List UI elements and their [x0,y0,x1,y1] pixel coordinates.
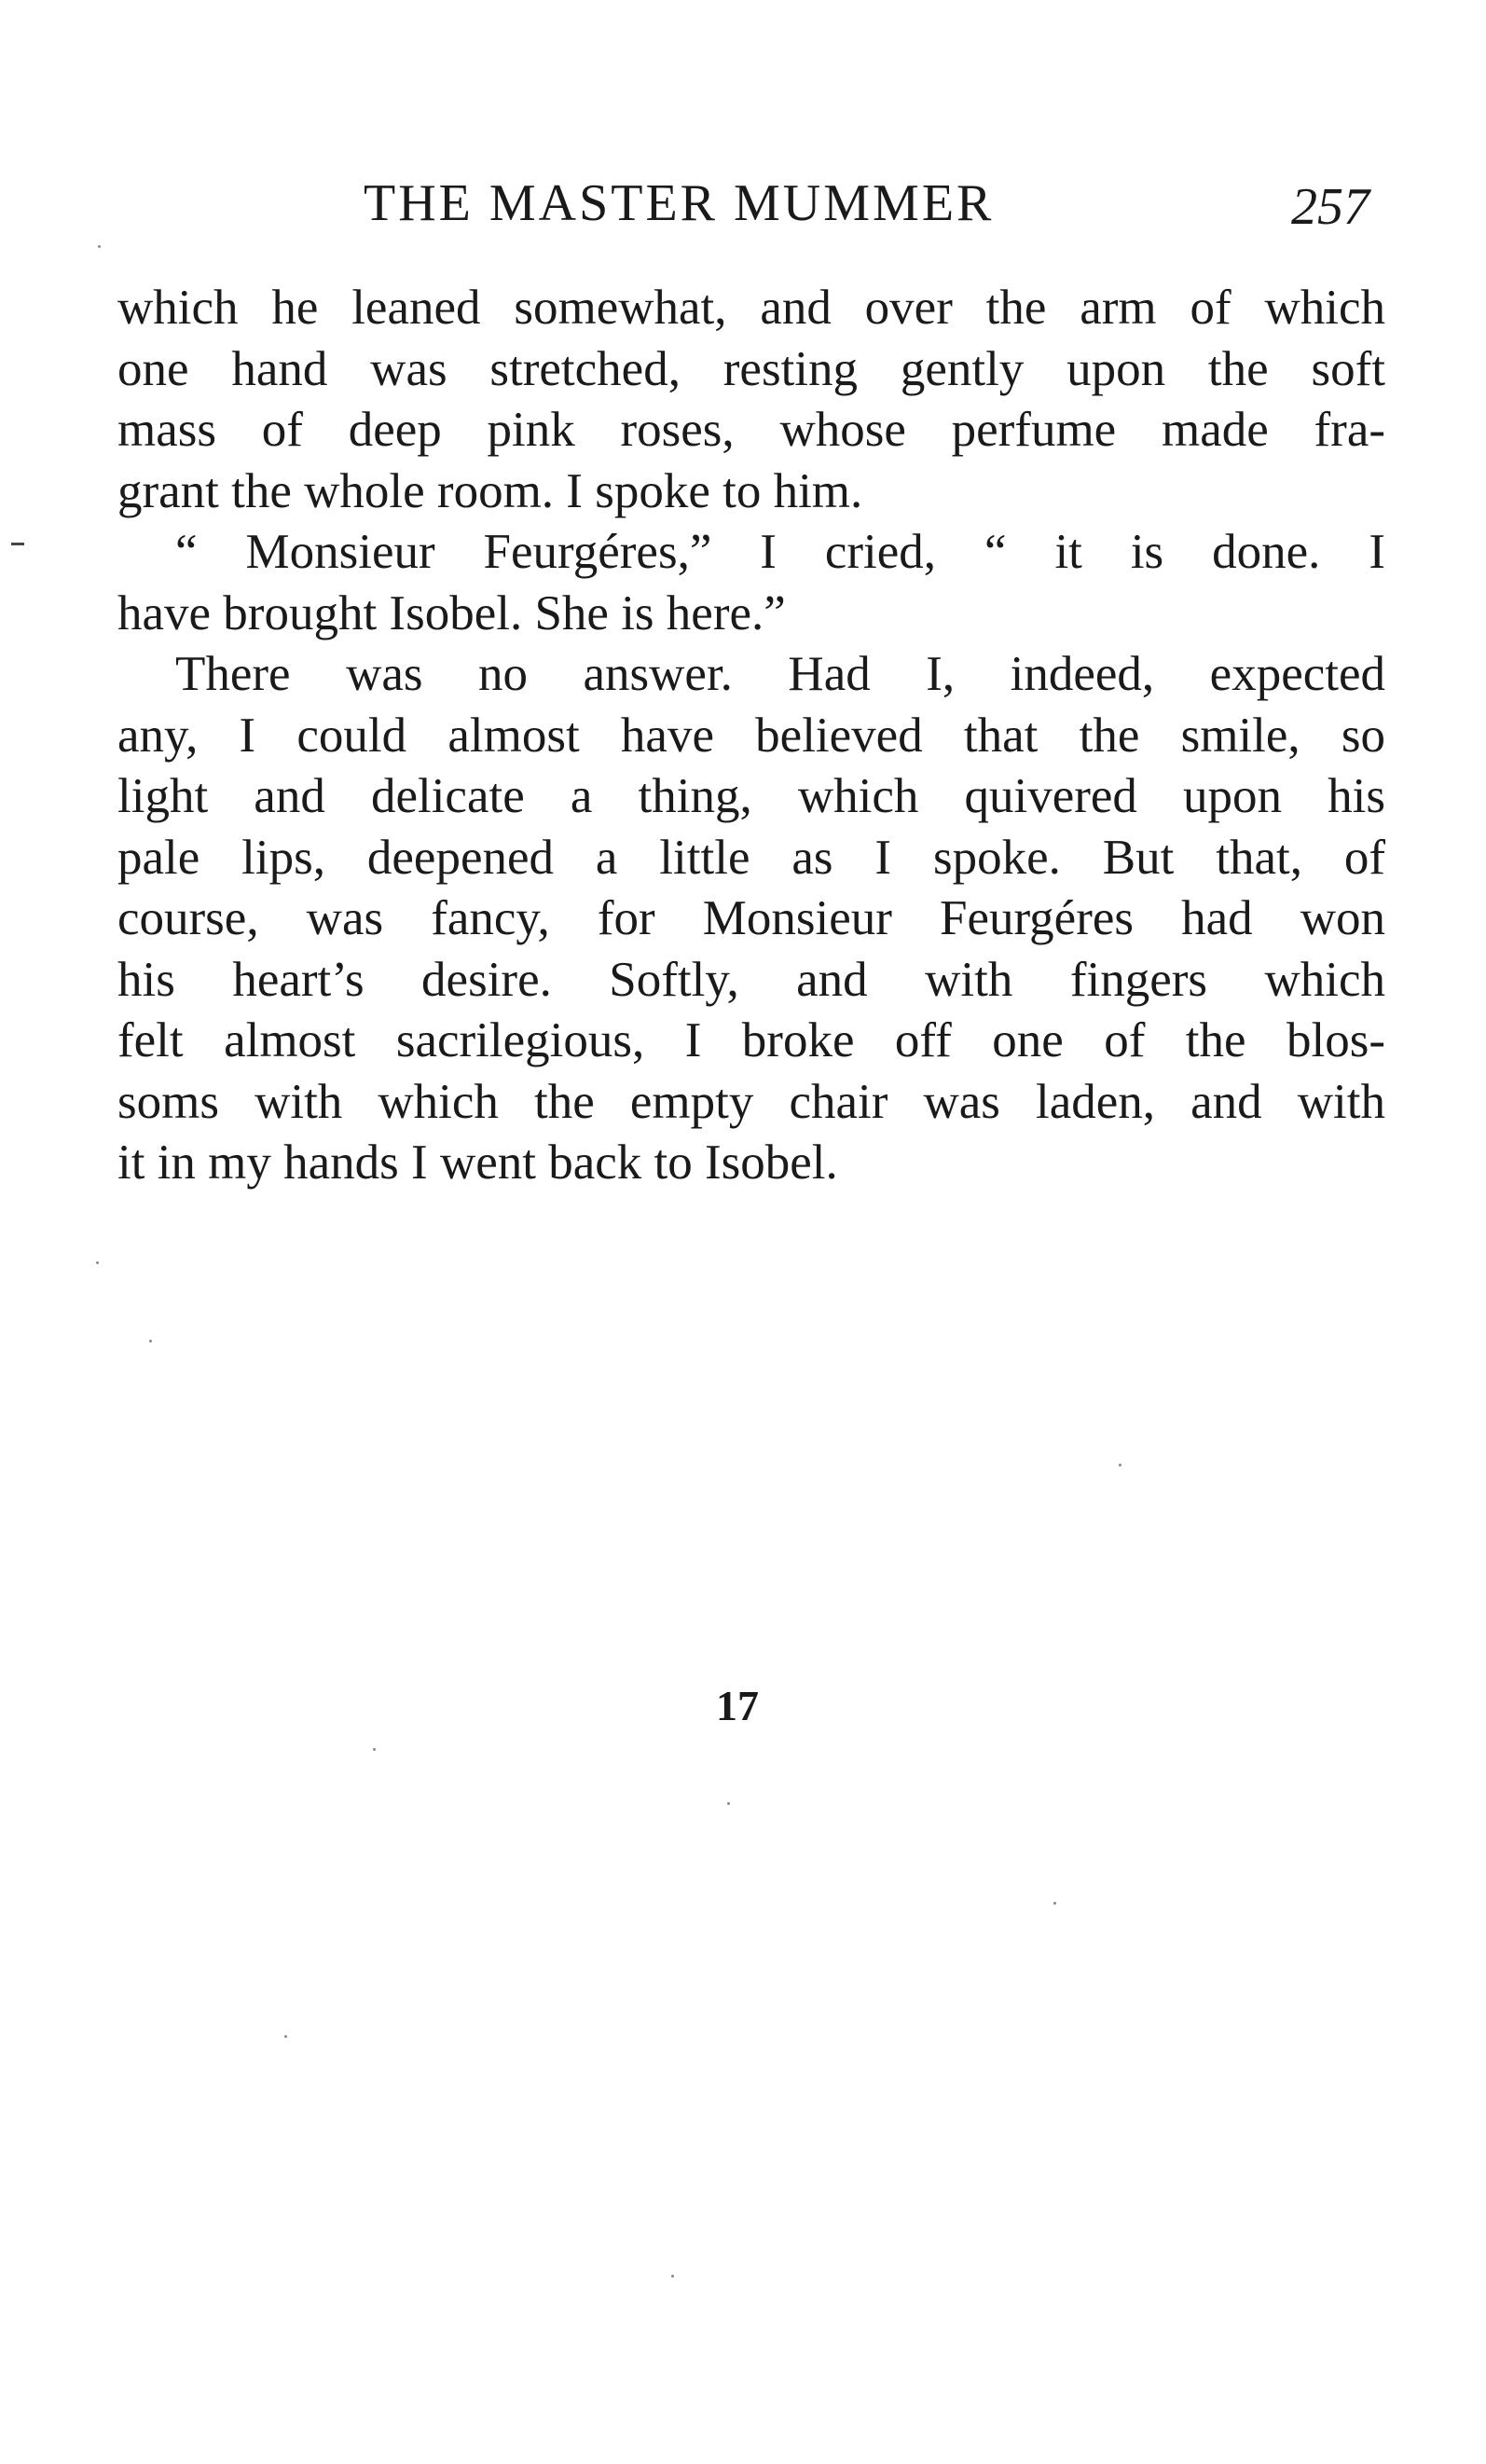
text-line: pale lips, deepened a little as I spoke. But that, of [117,830,1385,885]
text-line: mass of deep pink roses, whose perfume made fra- [117,403,1385,457]
text-line: felt almost sacrilegious, I broke off one of the blos- [117,1013,1385,1067]
print-speck [96,1261,99,1264]
text-line: his heart’s desire. Softly, and with fingers which [117,952,1385,1007]
running-head [0,166,1486,241]
text-line: it in my hands I went back to Isobel. [117,1136,838,1190]
running-title: THE MASTER MUMMER [364,174,995,232]
text-line: one hand was stretched, resting gently upon the soft [117,341,1385,396]
print-speck [98,245,101,248]
text-line: have brought Isobel. She is here.” [117,585,786,640]
text-line: “ Monsieur Feurgéres,” I cried, “ it is done. I [175,525,1385,579]
text-line: any, I could almost have believed that the smile, so [117,708,1385,763]
text-line: grant the whole room. I spoke to him. [117,463,863,518]
text-line: light and delicate a thing, which quivered upon his [117,769,1385,823]
print-speck [727,1802,730,1805]
page-number: 257 [1291,178,1369,236]
print-speck [1119,1464,1121,1466]
signature-mark: 17 [716,1682,759,1729]
print-speck [373,1748,376,1751]
text-line: There was no answer. Had I, indeed, expected [175,647,1385,701]
body-text [117,278,1385,1194]
print-speck [1053,1902,1056,1905]
margin-mark [11,543,24,545]
print-speck [671,2275,674,2278]
text-line: which he leaned somewhat, and over the arm of which [117,281,1385,335]
text-line: course, was fancy, for Monsieur Feurgéres had won [117,891,1385,945]
print-speck [149,1340,152,1342]
print-speck [284,2035,287,2038]
text-line: soms with which the empty chair was laden, and with [117,1074,1385,1129]
